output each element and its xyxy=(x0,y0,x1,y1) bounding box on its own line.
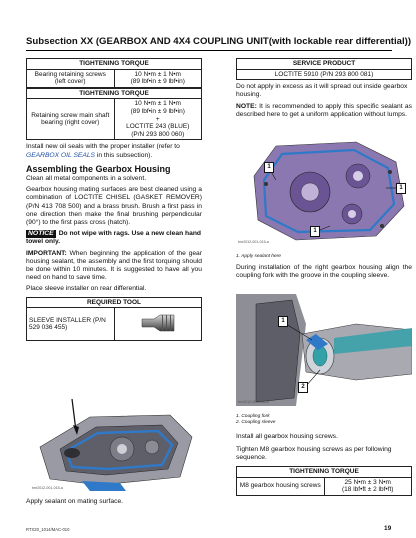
sleeve-installer-image xyxy=(138,311,178,335)
install-text-a: Install new oil seals with the proper installer (refer to xyxy=(26,143,180,151)
torque-row-label: Bearing retaining screws (left cover) xyxy=(27,69,115,87)
torque-value-imperial: (89 lbf•in ± 9 lbf•in) xyxy=(130,78,185,86)
install-oil-seals-text xyxy=(26,143,202,159)
clean-text: Clean all metal components in a solvent. xyxy=(26,174,147,182)
torque-table-title: TIGHTENING TORQUE xyxy=(237,467,412,478)
figure-id: tmr2012-001-015-a xyxy=(238,240,269,244)
tool-name: SLEEVE INSTALLER (P/N 529 036 455) xyxy=(27,308,115,341)
place-sleeve-text: Place sleeve installer on rear differential. xyxy=(26,285,147,293)
callout-1: 1 xyxy=(278,316,288,327)
gearbox-illustration xyxy=(30,397,198,493)
callout-1: 1 xyxy=(264,162,274,173)
torque-value-metric: 25 N•m ± 3 N•m xyxy=(344,478,391,486)
torque-table-title: TIGHTENING TORQUE xyxy=(27,88,202,99)
page-title: Subsection XX (GEARBOX AND 4X4 COUPLING UNIT(with lockable rear differential)) xyxy=(26,36,412,47)
figure-caption-1: 1. Coupling fork xyxy=(236,414,270,419)
coupling-figure xyxy=(236,294,412,412)
install-screws-text: Install all gearbox housing screws. xyxy=(236,433,338,440)
figure-caption-2: 2. Coupling sleeve xyxy=(236,420,276,425)
callout-2: 2 xyxy=(298,382,308,393)
callout-1: 1 xyxy=(310,226,320,237)
torque-value-metric: 10 N•m ± 1 N•m xyxy=(134,70,181,78)
gearbox-clean-text: Gearbox housing mating surfaces are best cleaned using a combination of LOCTITE CHISEL (GASKET REMOVER) (P/N 413 708 500) and a brass brush. Brush a first pass in one direction then make the final brushing perpendicular (90°) to the first pass cross (hatch). xyxy=(26,186,202,226)
important-paragraph xyxy=(26,250,202,283)
housing-illustration xyxy=(236,136,412,246)
figure-id: tmr2012-001-015-a xyxy=(32,486,63,490)
figure-caption: 1. Apply sealant here xyxy=(236,254,281,259)
important-text: When beginning the application of the gear housing sealant, the assembly and the first torquing should be done within 10 minutes. It is suggested to have all you need on hand to save time. xyxy=(26,249,202,282)
required-tool-table xyxy=(26,297,202,342)
notice-label: NOTICE xyxy=(28,230,54,238)
page-number: 19 xyxy=(384,525,392,532)
tool-table-title: REQUIRED TOOL xyxy=(27,297,202,308)
apply-sealant-text: Apply sealant on mating surface. xyxy=(26,498,124,505)
footer-code: RTX20_1014/MAC-010 xyxy=(26,527,70,532)
tool-image-cell xyxy=(114,308,202,341)
torque-table-housing xyxy=(236,466,412,496)
install-text-b: in this subsection). xyxy=(95,151,153,159)
notice-paragraph xyxy=(26,230,202,246)
callout-1: 1 xyxy=(396,183,406,194)
figure-id: tmr2012-001-066-a xyxy=(238,400,269,404)
torque-row-value xyxy=(114,99,202,140)
service-product-value: LOCTITE 5910 (P/N 293 800 081) xyxy=(237,69,412,80)
torque-table-main-shaft xyxy=(26,88,202,141)
notice-text: Do not wipe with rags. Use a new clean hand towel only. xyxy=(26,230,202,246)
torque-value-product: LOCTITE 243 (BLUE) xyxy=(126,123,190,131)
service-table-title: SERVICE PRODUCT xyxy=(237,59,412,70)
torque-value-imperial: (18 lbf•ft ± 2 lbf•ft) xyxy=(342,486,394,494)
housing-sealant-figure xyxy=(236,136,412,252)
gearbox-oil-seals-link[interactable]: GEARBOX OIL SEALS xyxy=(26,151,96,159)
torque-row-value xyxy=(324,477,412,495)
torque-row-label: M8 gearbox housing screws xyxy=(237,477,325,495)
note-label: NOTE: xyxy=(236,102,257,110)
right-column xyxy=(236,58,412,119)
excess-text: Do not apply in excess as it will spread out inside gearbox housing. xyxy=(236,83,408,99)
torque-row-value xyxy=(114,69,202,87)
coupling-illustration xyxy=(236,294,412,406)
important-label: IMPORTANT: xyxy=(26,249,67,257)
service-product-table xyxy=(236,58,412,80)
torque-value-imperial: (89 lbf•in ± 9 lbf•in) xyxy=(130,107,185,115)
torque-table-bearing xyxy=(26,58,202,88)
during-install-text: During installation of the right gearbox housing align the coupling fork with the groove in the coupling sleeve. xyxy=(236,264,412,280)
torque-value-plus: + xyxy=(155,115,160,123)
note-text: It is recommended to apply this specific sealant as described here to get a uniform application without lumps. xyxy=(236,102,412,118)
torque-value-metric: 10 N•m ± 1 N•m xyxy=(134,100,181,108)
section-heading: Assembling the Gearbox Housing xyxy=(26,163,171,174)
left-column xyxy=(26,58,202,341)
torque-table-title: TIGHTENING TORQUE xyxy=(27,59,202,70)
title-rule xyxy=(26,50,392,51)
gearbox-sealant-figure xyxy=(30,397,198,493)
torque-row-label: Retaining screw main shaft bearing (right cover) xyxy=(27,99,115,140)
torque-value-part-number: (P/N 293 800 060) xyxy=(131,130,185,138)
note-paragraph xyxy=(236,103,412,119)
tighten-text: Tighten M8 gearbox housing screws as per following sequence. xyxy=(236,446,392,462)
